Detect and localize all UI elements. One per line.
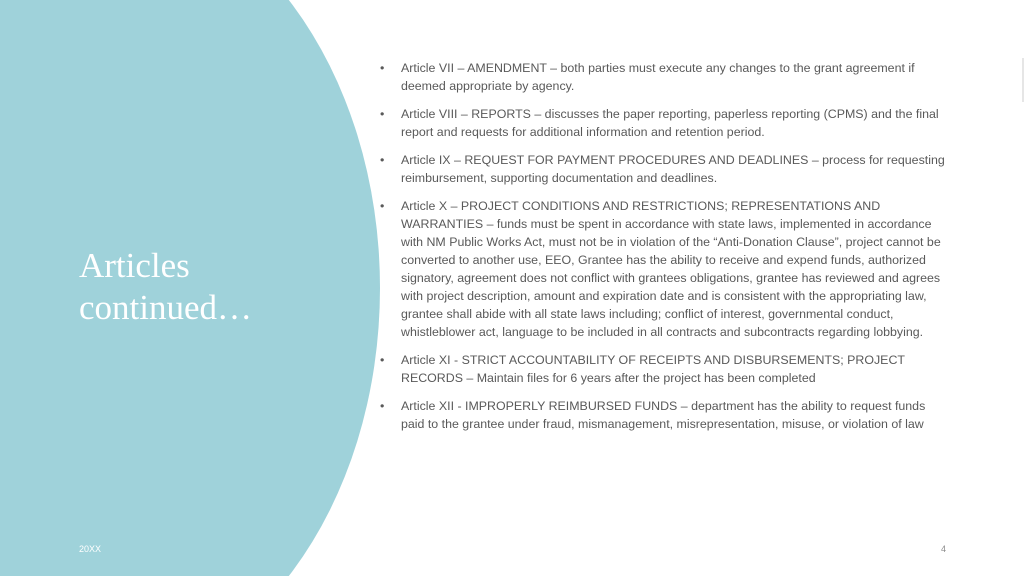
bullet-dot-icon: • [380,153,385,167]
content-area [380,59,950,443]
bullet-item-article-viii [380,105,950,141]
bullet-item-article-xii [380,397,950,433]
bullet-item-article-x [380,197,950,341]
bullet-text: Article IX – REQUEST FOR PAYMENT PROCEDURES AND DEADLINES – process for requesting reimbursement, supporting documentation and deadlines. [401,153,945,185]
bullet-dot-icon: • [380,353,385,367]
footer-date: 20XX [79,544,102,554]
bullet-text: Article VII – AMENDMENT – both parties must execute any changes to the grant agreement if deemed appropriate by agency. [401,61,915,93]
bullet-text: Article XII - IMPROPERLY REIMBURSED FUNDS – department has the ability to request funds paid to the grantee under fraud, mismanagement, misrepresentation, misuse, or violation of law [401,399,926,431]
bullet-text: Article X – PROJECT CONDITIONS AND RESTRICTIONS; REPRESENTATIONS AND WARRANTIES – funds must be spent in accordance with state laws, implemented in accordance with NM Public Works Act, must not be in violation of the “Anti-Donation Clause”, project cannot be converted to another use, EEO, Grantee has the ability to receive and expend funds, authorized signatory, agreement does not conflict with grantees obligations, grantee has reviewed and agrees with project description, amount and expiration date and is consistent with the appropriating law, grantee shall abide with all state laws including; conflict of interest, governmental conduct, whistleblower act, language to be included in all contracts and subcontracts regarding lobbying. [401,199,941,339]
bullet-dot-icon: • [380,199,385,213]
bullet-dot-icon: • [380,399,385,413]
bullet-item-article-xi [380,351,950,387]
bullet-dot-icon: • [380,61,385,75]
page-number: 4 [940,544,946,554]
bullet-text: Article VIII – REPORTS – discusses the paper reporting, paperless reporting (CPMS) and the final report and requests for additional information and retention period. [401,107,939,139]
bullet-dot-icon: • [380,107,385,121]
slide-title: Articles continued… [79,246,253,327]
bullet-text: Article XI - STRICT ACCOUNTABILITY OF RECEIPTS AND DISBURSEMENTS; PROJECT RECORDS – Maintain files for 6 years after the project has been completed [401,353,905,385]
bullet-item-article-ix [380,151,950,187]
bullet-list [380,59,950,433]
bullet-item-article-vii [380,59,950,95]
